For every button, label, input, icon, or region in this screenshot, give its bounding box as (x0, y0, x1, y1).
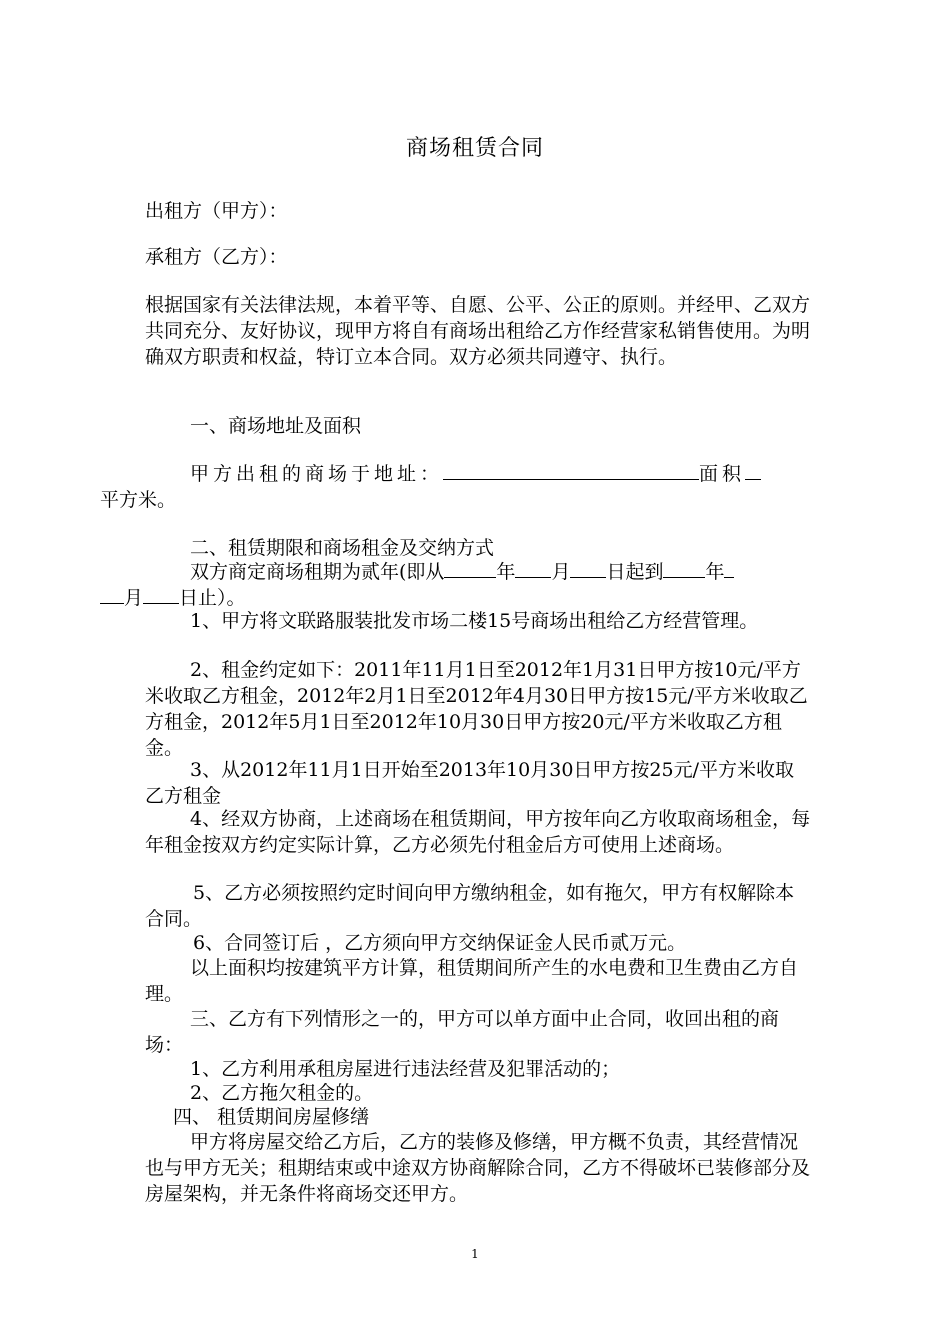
term-paragraph (124, 559, 811, 611)
term-text-start: 双方商定商场租期为贰年(即从 (190, 561, 445, 583)
area-note-paragraph: 以上面积均按建筑平方计算，租赁期间所产生的水电费和卫生费由乙方自理。 (145, 957, 799, 1005)
clause-3: 3、从2012年11月1日开始至2013年10月30日甲方按25元/平方米收取乙方租金 (145, 759, 794, 807)
term-year-label: 年 (496, 561, 516, 583)
start-day-blank (570, 559, 606, 578)
end-year-blank (663, 559, 705, 578)
page-number: 1 (471, 1247, 479, 1261)
start-month-blank (515, 559, 551, 578)
clause-5: 5、乙方必须按照约定时间向甲方缴纳租金，如有拖欠，甲方有权解除本合同。 (145, 882, 795, 930)
address-label: 甲方出租的商场于地址： (190, 463, 444, 485)
term-month-label: 月 (551, 561, 571, 583)
section1-heading: 一、商场地址及面积 (190, 415, 362, 437)
section4-paragraph: 甲方将房屋交给乙方后，乙方的装修及修缮，甲方概不负责，其经营情况也与甲方无关；租期结束或中途双方协商解除合同，乙方不得破坏已装修部分及房屋架构，并无条件将商场交还甲方。 (145, 1131, 811, 1205)
term-end-month-label: 月 (124, 587, 144, 609)
lessor-line: 出租方（甲方）： (145, 200, 288, 222)
section4-heading: 四、 租赁期间房屋修缮 (173, 1106, 370, 1128)
clause-2: 2、租金约定如下：2011年11月1日至2012年1月31日甲方按10元/平方米收取乙方租金，2012年2月1日至2012年4月30日甲方按15元/平方米收取乙方租金，2012年5月1日至2012年10月30日甲方按20元/平方米收取乙方租金。 (145, 659, 808, 759)
section3-item-2: 2、乙方拖欠租金的。 (190, 1082, 374, 1104)
section2-heading: 二、租赁期限和商场租金及交纳方式 (190, 537, 495, 559)
term-end-day-label: 日止）。 (179, 587, 246, 609)
start-year-blank (444, 559, 496, 578)
area-blank (745, 461, 761, 480)
area-unit: 平方米。 (100, 489, 177, 511)
end-month-blank (724, 559, 734, 578)
preamble-paragraph: 根据国家有关法律法规，本着平等、自愿、公平、公正的原则。并经甲、乙双方共同充分、友好协议，现甲方将自有商场出租给乙方作经营家私销售使用。为明确双方职责和权益，特订立本合同。双方必须共同遵守、执行。 (145, 294, 811, 368)
clause-4: 4、经双方协商，上述商场在租赁期间，甲方按年向乙方收取商场租金，每年租金按双方约定实际计算，乙方必须先付租金后方可使用上述商场。 (145, 808, 811, 856)
lessee-line: 承租方（乙方）： (145, 246, 288, 268)
clause-6: 6、合同签订后 ，乙方须向甲方交纳保证金人民币贰万元。 (193, 932, 687, 954)
area-label: 面积 (699, 463, 746, 485)
clause-1: 1、甲方将文联路服装批发市场二楼15号商场出租给乙方经营管理。 (190, 610, 759, 632)
term-end-year-label: 年 (705, 561, 725, 583)
end-day-blank (143, 585, 179, 604)
term-day-label: 日起到 (606, 561, 664, 583)
section3-item-1: 1、乙方利用承租房屋进行违法经营及犯罪活动的； (190, 1058, 621, 1080)
address-blank (443, 461, 699, 480)
section1-address-paragraph (100, 461, 811, 513)
section3-paragraph: 三、乙方有下列情形之一的，甲方可以单方面中止合同，收回出租的商场： (145, 1008, 780, 1056)
end-month-blank-cont (100, 585, 124, 604)
document-title: 商场租赁合同 (405, 136, 544, 161)
